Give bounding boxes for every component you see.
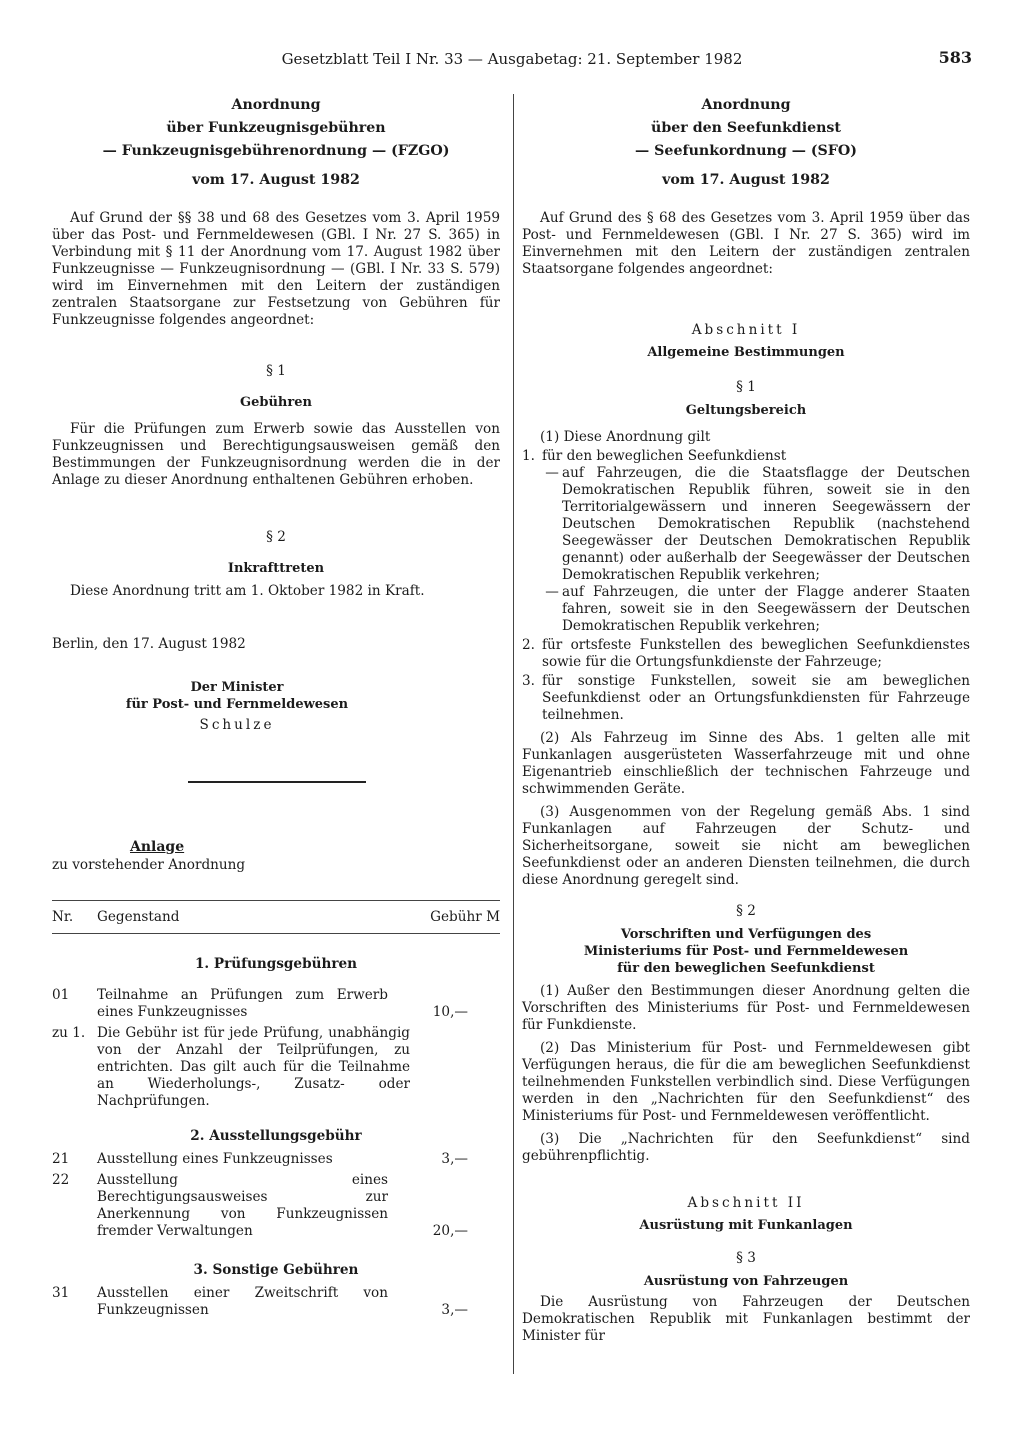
column-divider — [513, 94, 514, 1374]
right-title-line: — Seefunkordnung — (SFO) — [635, 143, 857, 159]
place-date: Berlin, den 17. August 1982 — [52, 636, 246, 652]
p2-abs1: (1) Außer den Bestimmungen dieser Anordnung gelten die Vorschriften des Ministeriums für Post- und Fernmeldewesen für Funkdienste. — [522, 983, 970, 1033]
right-intro-paragraph: Auf Grund des § 68 des Gesetzes vom 3. April 1959 über das Post- und Fernmeldewesen (GBl. I Nr. 27 S. 365) wird im Einvernehmen mit den Leitern der zuständigen zentralen Staatsorgane folgendes angeordnet: — [522, 210, 970, 277]
left-title-block — [52, 94, 500, 192]
abs2-paragraph: (2) Als Fahrzeug im Sinne des Abs. 1 gelten alle mit Funkanlagen ausgerüsteten Wasserfahrzeuge mit und ohne Eigenantrieb einschließlich der technischen Fahrzeuge und schwimmenden Geräte. — [522, 730, 970, 797]
list-text: für den beweglichen Seefunkdienst — [542, 448, 787, 464]
anlage-title: Anlage — [130, 839, 185, 855]
right-p2-heading: Vorschriften und Verfügungen des — [620, 927, 872, 942]
list-text: für sonstige Funkstellen, soweit sie am beweglichen Seefunkdienst oder an Ortungsfunkdiensten für Fahrzeuge teilnehmen. — [542, 673, 970, 723]
section-2-label: Abschnitt II — [687, 1195, 805, 1211]
right-p3-number: § 3 — [736, 1250, 756, 1266]
row-nr: zu 1. — [52, 1025, 86, 1041]
dash-text: auf Fahrzeugen, die unter der Flagge anderer Staaten fahren, soweit sie in den Seegewässern der Deutschen Demokratischen Republik verkehren; — [562, 584, 970, 634]
right-p1-number: § 1 — [736, 379, 756, 395]
list-text: für ortsfeste Funkstellen des beweglichen Seefunkdienstes sowie für die Ortungsfunkdienste der Fahrzeuge; — [542, 637, 970, 670]
list-item-3 — [522, 673, 970, 724]
row-nr: 31 — [52, 1285, 70, 1301]
list-item-1 — [522, 448, 970, 465]
left-p1-text: Für die Prüfungen zum Erwerb sowie das Ausstellen von Funkzeugnissen und Berechtigungsausweisen gemäß den Bestimmungen der Funkzeugnisordnung werden die in der Anlage zu dieser Anordnung enthaltenen Gebühren erhoben. — [52, 421, 500, 488]
dash-text: auf Fahrzeugen, die die Staatsflagge der Deutschen Demokratischen Republik führen, soweit sie in den Territorialgewässern und inneren Seegewässern der Deutschen Demokratischen Republik (nachstehend Seegewässer der Deutschen Demokratischen Republik genannt) oder außerhalb der Seegewässer der Deutschen Demokratischen Republik verkehren; — [562, 465, 970, 583]
left-p1-heading: Gebühren — [240, 395, 312, 410]
row-text: Ausstellen einer Zweitschrift von Funkzeugnissen — [97, 1285, 388, 1318]
table-section-heading: 3. Sonstige Gebühren — [193, 1262, 359, 1278]
left-p2-heading: Inkrafttreten — [227, 561, 325, 576]
abs3-paragraph: (3) Ausgenommen von der Regelung gemäß Abs. 1 sind Funkanlagen auf Fahrzeugen der Schutz- und Sicherheitsorgane, soweit sie nicht am beweglichen Seefunkdienst oder an anderen Diensten teilnehmen, die durch diese Anordnung geregelt sind. — [522, 804, 970, 888]
table-header-rule — [52, 933, 500, 934]
left-p2-text: Diese Anordnung tritt am 1. Oktober 1982 in Kraft. — [70, 583, 425, 599]
right-p3-heading: Ausrüstung von Fahrzeugen — [643, 1274, 849, 1289]
abs1-intro: (1) Diese Anordnung gilt — [540, 429, 711, 445]
right-p2-heading: Ministeriums für Post- und Fernmeldewesen — [583, 944, 909, 959]
column-header-nr: Nr. — [52, 909, 74, 925]
right-p2-heading: für den beweglichen Seefunkdienst — [617, 961, 875, 976]
section-2-heading: Ausrüstung mit Funkanlagen — [639, 1218, 853, 1233]
fee-table — [52, 900, 500, 1319]
left-title-line: über Funkzeugnisgebühren — [166, 120, 386, 136]
row-text: Ausstellung eines Berechtigungsausweises zur Anerkennung von Funkzeugnissen fremder Verwaltungen — [97, 1172, 388, 1239]
row-fee: 10,— — [432, 1004, 468, 1020]
gazette-title: Gesetzblatt Teil I Nr. 33 — Ausgabetag: 21. September 1982 — [281, 50, 743, 68]
signature-name: Schulze — [199, 717, 275, 733]
column-header-fee: Gebühr M — [430, 909, 500, 925]
right-title-line: Anordnung — [701, 97, 791, 113]
section-1-heading: Allgemeine Bestimmungen — [647, 345, 845, 360]
right-p2-number: § 2 — [736, 903, 756, 919]
left-column — [52, 92, 500, 1319]
right-p1-heading: Geltungsbereich — [685, 403, 807, 418]
left-title-line: Anordnung — [231, 97, 321, 113]
dash-item — [522, 584, 970, 635]
signature-title-2: für Post- und Fernmeldewesen — [125, 697, 349, 712]
table-row — [52, 1151, 500, 1168]
section-1-label: Abschnitt I — [691, 322, 801, 338]
table-row — [52, 1172, 500, 1240]
page-number: 583 — [938, 48, 972, 67]
row-nr: 01 — [52, 987, 70, 1003]
row-text: Teilnahme an Prüfungen zum Erwerb eines Funkzeugnisses — [97, 987, 388, 1020]
right-column — [522, 92, 970, 1345]
column-header-subject: Gegenstand — [97, 909, 180, 925]
p2-abs3: (3) Die „Nachrichten für den Seefunkdienst“ sind gebührenpflichtig. — [522, 1131, 970, 1164]
right-title-date: vom 17. August 1982 — [662, 172, 830, 188]
row-nr: 21 — [52, 1151, 70, 1167]
list-number: 2. — [522, 637, 535, 653]
list-number: 1. — [522, 448, 535, 464]
left-p1-number: § 1 — [266, 363, 286, 379]
dash-marker: — — [545, 465, 559, 481]
table-top-rule — [52, 900, 500, 901]
signature-title-1: Der Minister — [190, 680, 284, 695]
separator-rule — [188, 781, 366, 783]
table-row — [52, 1025, 500, 1110]
right-title-line: über den Seefunkdienst — [651, 120, 841, 136]
row-fee: 20,— — [432, 1223, 468, 1239]
table-section-heading: 1. Prüfungsgebühren — [194, 956, 358, 972]
table-row — [52, 987, 500, 1021]
table-header-row — [52, 907, 500, 927]
list-item-2 — [522, 637, 970, 671]
p3-text: Die Ausrüstung von Fahrzeugen der Deutschen Demokratischen Republik mit Funkanlagen bestimmt der Minister für — [522, 1294, 970, 1344]
left-title-line: — Funkzeugnisgebührenordnung — (FZGO) — [102, 143, 450, 159]
table-section-heading: 2. Ausstellungsgebühr — [190, 1128, 362, 1144]
row-fee: 3,— — [441, 1302, 468, 1318]
right-title-block — [522, 94, 970, 192]
left-p2-number: § 2 — [266, 529, 286, 545]
left-intro-paragraph: Auf Grund der §§ 38 und 68 des Gesetzes vom 3. April 1959 über das Post- und Fernmeldewesen (GBl. I Nr. 27 S. 365) in Verbindung mit § 11 der Anordnung vom 17. August 1982 über Funkzeugnisse — Funkzeugnisordnung — (GBl. I Nr. 33 S. 579) wird im Einvernehmen mit den Leitern der zuständigen zentralen Staatsorgane zur Festsetzung von Gebühren für Funkzeugnisse folgendes angeordnet: — [52, 210, 500, 328]
list-number: 3. — [522, 673, 535, 689]
dash-marker: — — [545, 584, 559, 600]
row-text: Ausstellung eines Funkzeugnisses — [97, 1151, 333, 1167]
page-header — [52, 48, 972, 74]
anlage-subtitle: zu vorstehender Anordnung — [52, 857, 246, 873]
p2-abs2: (2) Das Ministerium für Post- und Fernmeldewesen gibt Verfügungen heraus, die für die am beweglichen Seefunkdienst teilnehmenden Funkstellen verbindlich sind. Diese Verfügungen werden in den „Nachrichten für den Seefunkdienst“ des Ministeriums für Post- und Fernmeldewesen veröffentlicht. — [522, 1040, 970, 1124]
row-text: Die Gebühr ist für jede Prüfung, unabhängig von der Anzahl der Teilprüfungen, zu entrichten. Das gilt auch für die Teilnahme an Wiederholungs-, Zusatz- oder Nachprüfungen. — [97, 1025, 410, 1109]
signature-block — [52, 679, 422, 733]
dash-item — [522, 465, 970, 584]
row-nr: 22 — [52, 1172, 70, 1188]
table-row — [52, 1285, 500, 1319]
left-title-date: vom 17. August 1982 — [192, 172, 360, 188]
row-fee: 3,— — [441, 1151, 468, 1167]
